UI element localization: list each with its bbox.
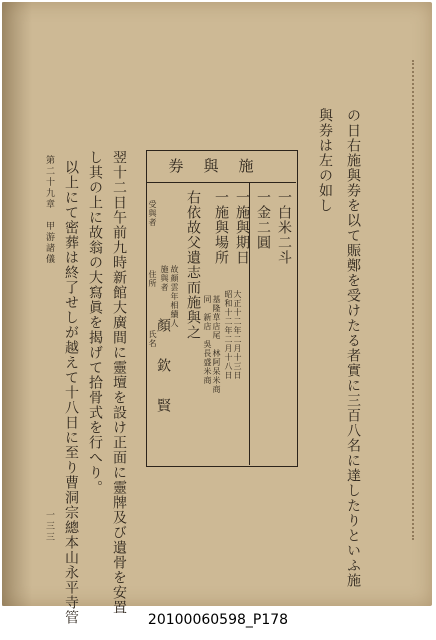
image-caption: 20100060598_P178 bbox=[147, 612, 289, 628]
paragraph-line-2: 與券は左の如し bbox=[317, 108, 333, 213]
voucher-name-label: 氏名 bbox=[148, 330, 157, 348]
body-line-3: 以上にて密葬は終了せしが越えて十八日に至り曹洞宗總本山永平寺管 bbox=[63, 160, 79, 625]
voucher-statement: 右依故父遺志而施與之 bbox=[185, 190, 201, 340]
voucher-giver-name: 顏 欽 賢 bbox=[155, 318, 171, 418]
voucher-title-divider bbox=[146, 182, 296, 183]
paragraph-line-1: の日右施與券を以て賑鄭を受けたる者實に三百八名に達したりといふ施 bbox=[345, 108, 361, 588]
voucher-title: 券與施 bbox=[168, 157, 274, 175]
chapter-label: 第二十九章 甲游諸儀 bbox=[44, 155, 54, 265]
voucher-giver-label: 施與者 bbox=[160, 265, 169, 292]
voucher-date-1: 大正十二年二月十三日 bbox=[233, 290, 242, 380]
voucher-place-2: 同 新店 吳長盛米商 bbox=[203, 295, 212, 385]
voucher-address-label: 住所 bbox=[148, 270, 157, 288]
body-line-2: し其の上に故翁の大寫眞を揭げて拾骨式を行へり。 bbox=[87, 150, 103, 495]
voucher-item-money: 一金二圓 bbox=[255, 190, 271, 250]
page-shadow bbox=[2, 2, 32, 606]
binding-edge bbox=[412, 60, 418, 540]
voucher-recipient-label: 受與者 bbox=[148, 200, 157, 227]
voucher-date-2: 昭和十二年二月十八日 bbox=[224, 290, 233, 380]
voucher-item-date: 一施與期日 bbox=[234, 190, 250, 265]
voucher-place-1: 基隆草店尾 林阿呆米商 bbox=[212, 295, 221, 394]
voucher-item-place: 一施與場所 bbox=[213, 190, 229, 265]
page-number: 一三三 bbox=[44, 510, 54, 543]
voucher-item-rice: 一白米二斗 bbox=[276, 190, 292, 265]
voucher-giver-role: 故顏雲年相續人 bbox=[170, 265, 179, 328]
body-line-1: 翌十二日午前九時新館大廣間に靈壇を設け正面に靈牌及び遺骨を安置 bbox=[111, 150, 127, 615]
